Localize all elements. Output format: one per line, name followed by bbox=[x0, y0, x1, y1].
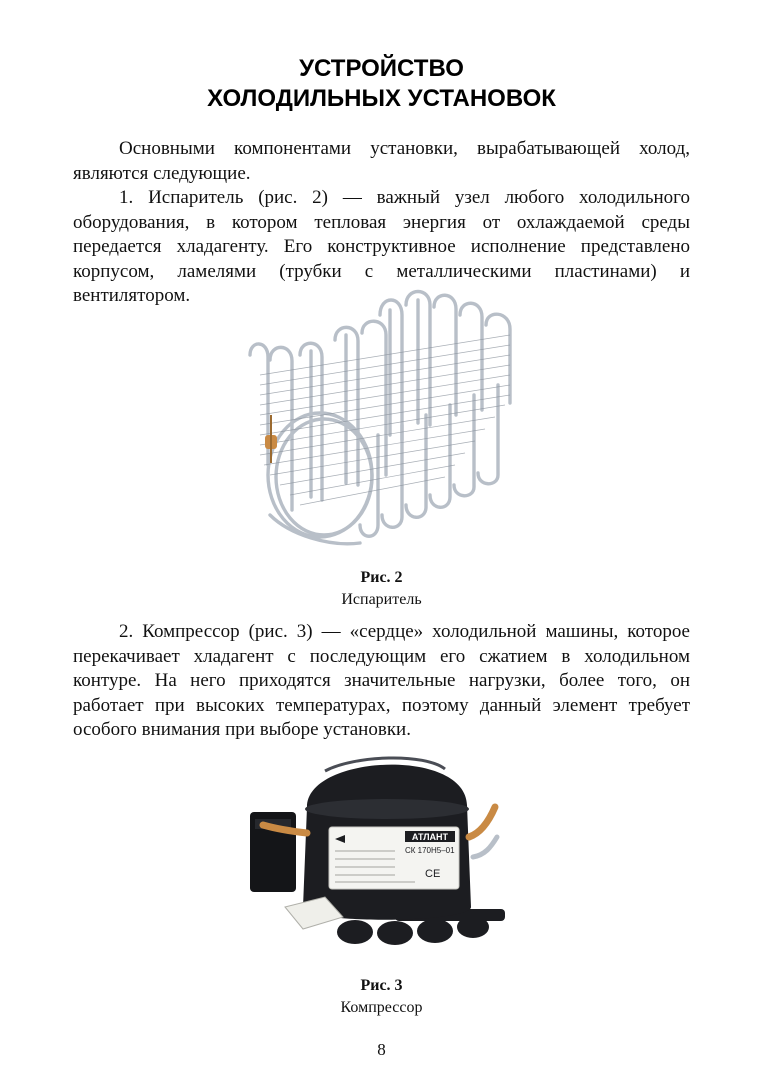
page-title-line1: УСТРОЙСТВО bbox=[299, 55, 464, 82]
figure3-label: Рис. 3 bbox=[360, 977, 403, 994]
page-number: 8 bbox=[377, 1040, 386, 1059]
intro-paragraph: Основными компонентами установки, вырабатывающей холод, являются следующие. bbox=[73, 138, 690, 184]
page-title-line2: ХОЛОДИЛЬНЫХ УСТАНОВОК bbox=[207, 85, 556, 112]
figure2-caption: Испаритель bbox=[341, 591, 422, 608]
figure2-label: Рис. 2 bbox=[360, 569, 403, 586]
nameplate-brand: АТЛАНТ bbox=[411, 832, 449, 842]
evaporator-paragraph: 1. Испаритель (рис. 2) — важный узел любого холодильного оборудования, в котором тепловая энергия от охлаждаемой среды передается хладагенту. Его конструктивное исполнение представлено корпусом, ламелями (трубки с металлическими пластинами) и вентилятором. bbox=[73, 187, 690, 306]
compressor-paragraph: 2. Компрессор (рис. 3) — «сердце» холодильной машины, которое перекачивает хладагент с последующим его сжатием в холодильном контуре. На него приходятся значительные нагрузки, более того, он работает при высоких температурах, поэтому данный элемент требует особого внимания при выборе установки. bbox=[73, 621, 690, 740]
nameplate-model: СК 170Н5–01 bbox=[405, 846, 455, 855]
evaporator-figure bbox=[240, 285, 530, 557]
compressor-figure bbox=[245, 747, 515, 957]
figure3-caption: Компрессор bbox=[340, 999, 423, 1016]
nameplate-marks: CE bbox=[425, 868, 441, 880]
